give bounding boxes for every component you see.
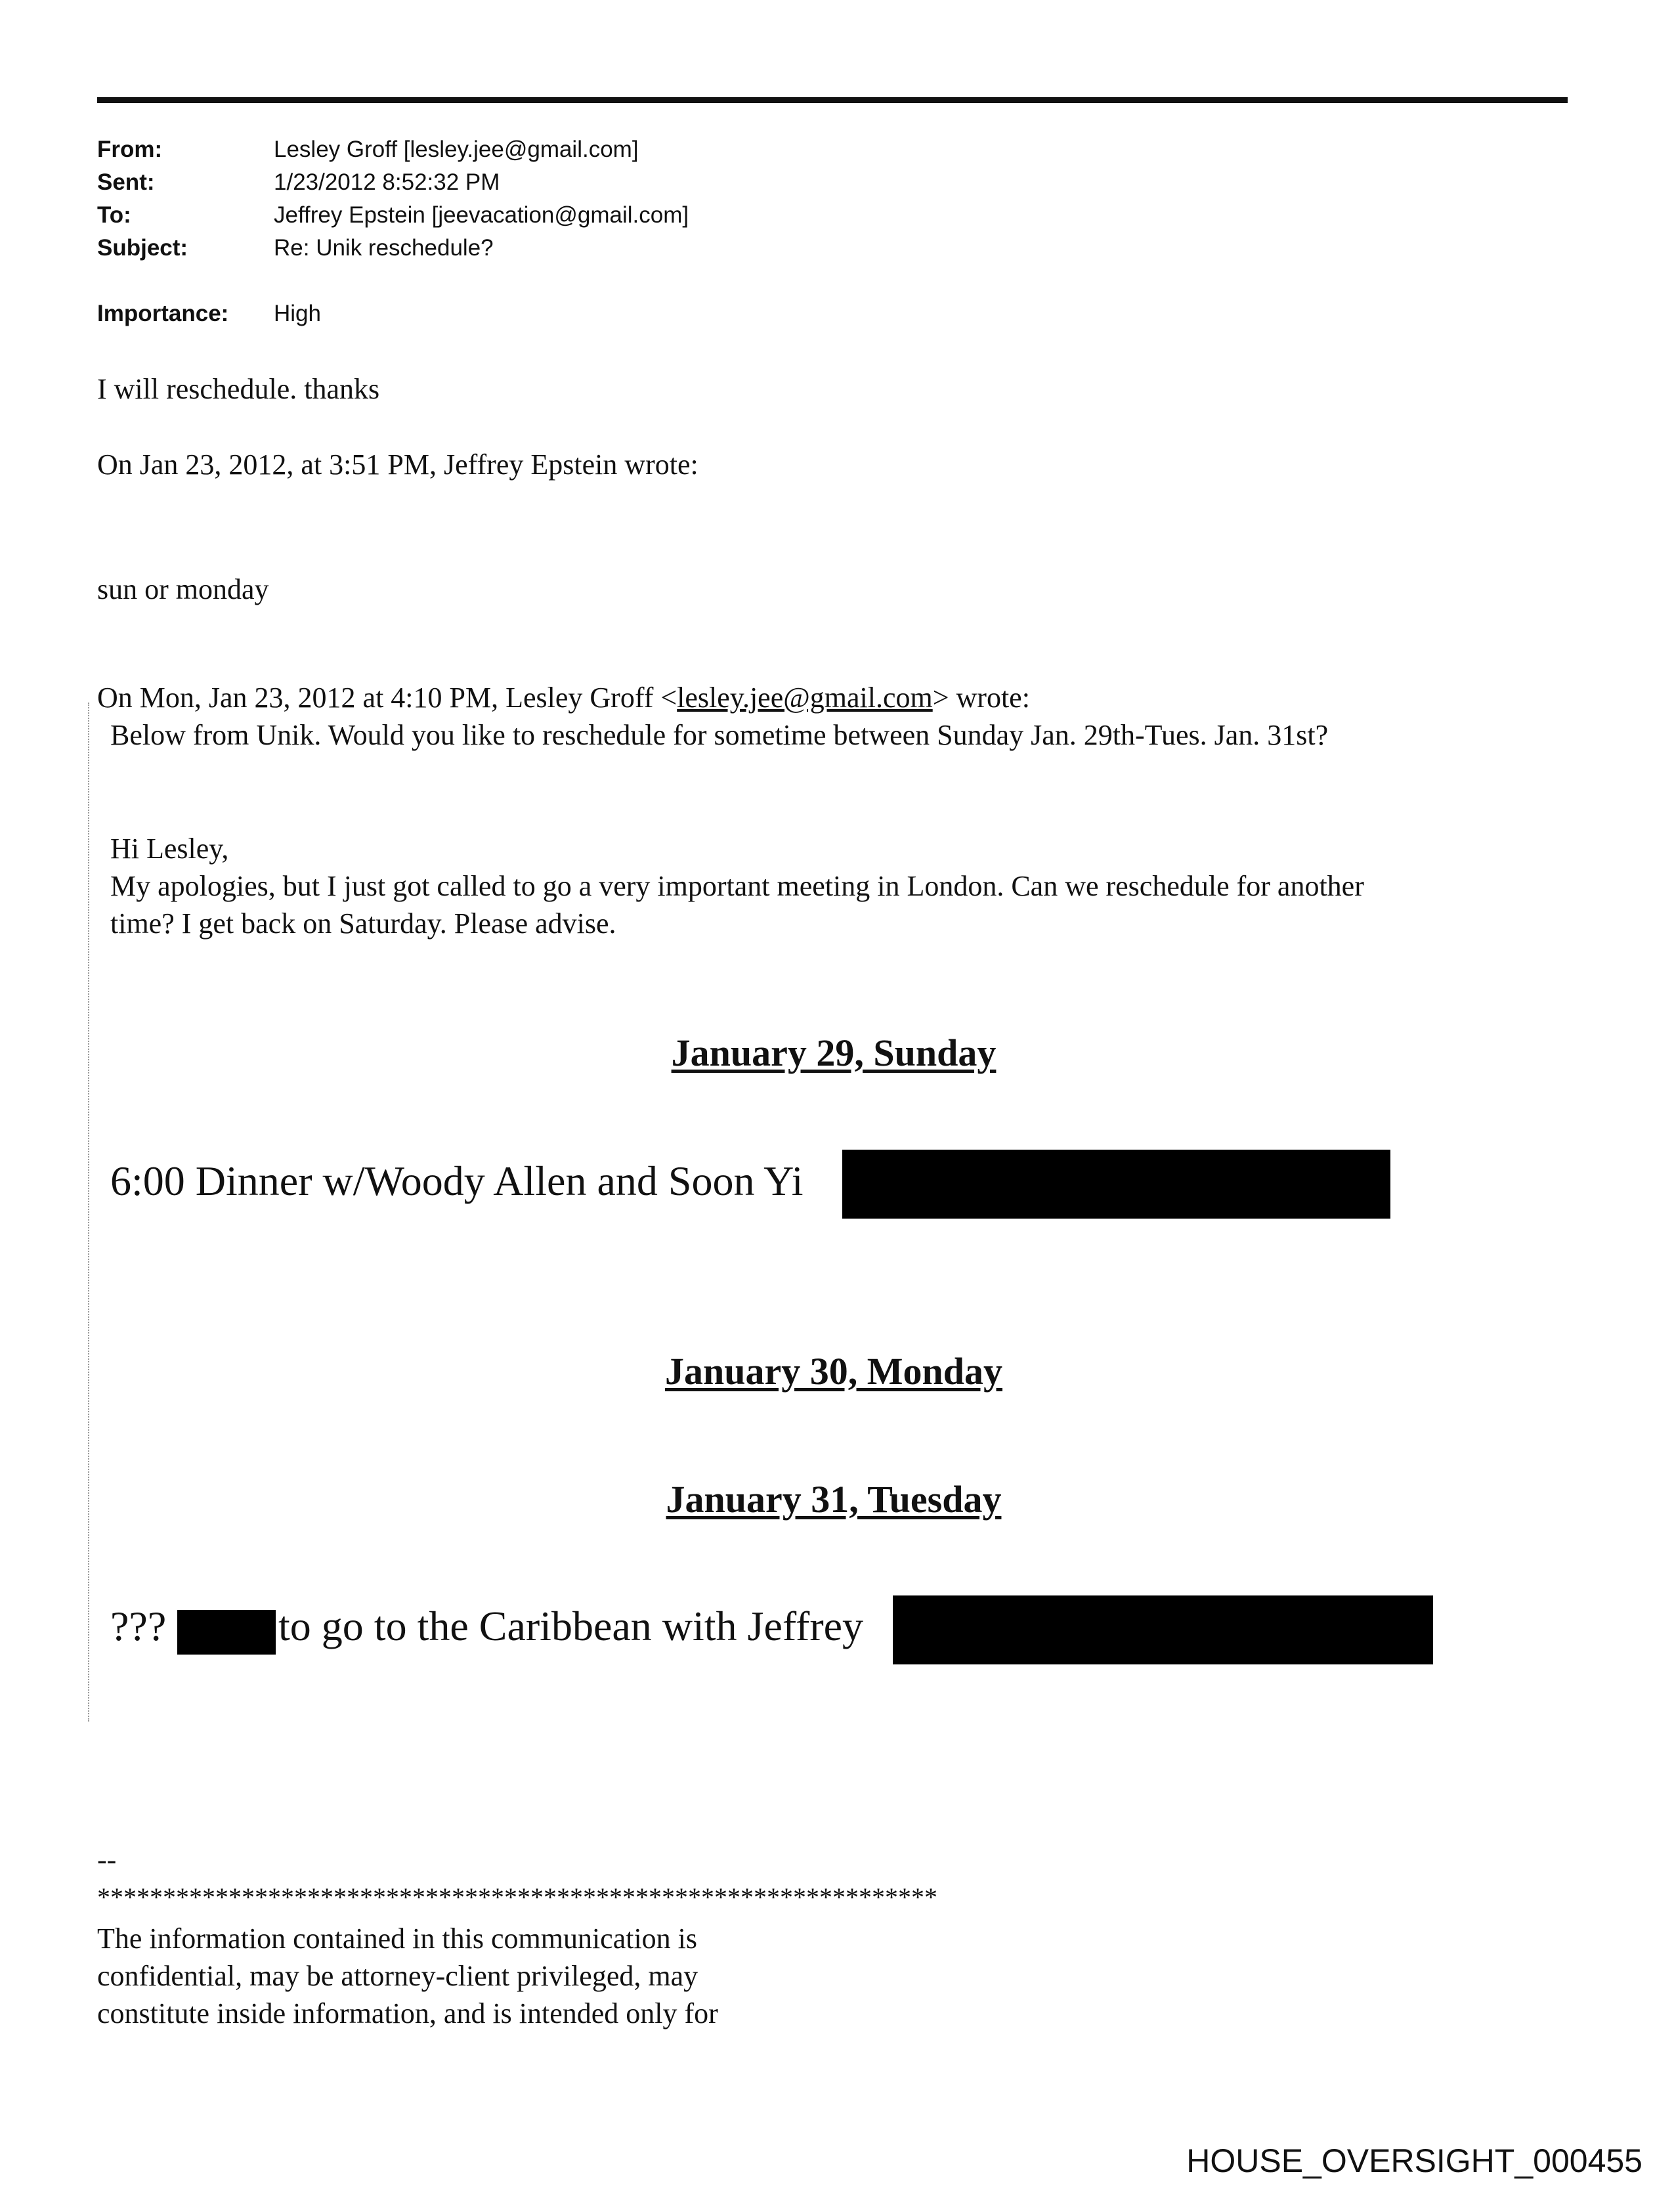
sent-value: 1/23/2012 8:52:32 PM <box>274 169 500 195</box>
quote2-intro <box>97 680 1030 716</box>
to-value: Jeffrey Epstein [jeevacation@gmail.com] <box>274 202 689 228</box>
importance-value: High <box>274 301 321 326</box>
redaction-block <box>893 1595 1433 1664</box>
reply-text: I will reschedule. thanks <box>97 373 380 405</box>
day-heading-jan29: January 29, Sunday <box>671 1031 997 1074</box>
quote2-email-link[interactable]: lesley.jee@gmail.com <box>677 682 933 714</box>
quote1-intro: On Jan 23, 2012, at 3:51 PM, Jeffrey Epstein wrote: <box>97 448 698 481</box>
from-label: From: <box>97 137 163 162</box>
quote2-line1: Below from Unik. Would you like to reschedule for sometime between Sunday Jan. 29th-Tues. Jan. 31st? <box>110 719 1329 751</box>
star-line: **************************************************************** <box>97 1882 937 1912</box>
subject-label: Subject: <box>97 235 188 261</box>
top-rule <box>97 97 1568 103</box>
redaction-block <box>177 1610 276 1655</box>
greeting: Hi Lesley, <box>110 833 229 865</box>
bates-number: HOUSE_OVERSIGHT_000455 <box>1186 2142 1642 2179</box>
redaction-block <box>842 1150 1390 1219</box>
day-heading-jan31: January 31, Tuesday <box>666 1478 1002 1521</box>
confidentiality-line3: constitute inside information, and is intended only for <box>97 1997 718 2029</box>
day-heading-jan30: January 30, Monday <box>664 1350 1002 1393</box>
apology-line2: time? I get back on Saturday. Please advise. <box>110 907 616 940</box>
importance-label: Importance: <box>97 301 229 326</box>
quote2-intro-pre: On Mon, Jan 23, 2012 at 4:10 PM, Lesley Groff < <box>97 682 677 714</box>
schedule-item-prefix: ??? <box>110 1603 167 1649</box>
quote-bar <box>88 703 89 1722</box>
apology-line1: My apologies, but I just got called to go a very important meeting in London. Can we reschedule for another <box>110 870 1364 902</box>
quote1-text: sun or monday <box>97 573 269 605</box>
sent-label: Sent: <box>97 169 155 195</box>
schedule-item-caribbean: to go to the Caribbean with Jeffrey <box>278 1603 864 1649</box>
quote2-intro-post: > wrote: <box>932 682 1030 714</box>
confidentiality-line2: confidential, may be attorney-client privileged, may <box>97 1960 698 1992</box>
schedule-item-dinner: 6:00 Dinner w/Woody Allen and Soon Yi <box>110 1158 804 1204</box>
from-value: Lesley Groff [lesley.jee@gmail.com] <box>274 137 639 162</box>
to-label: To: <box>97 202 131 228</box>
signature-dash: -- <box>97 1844 117 1876</box>
confidentiality-line1: The information contained in this communication is <box>97 1922 698 1955</box>
subject-value: Re: Unik reschedule? <box>274 235 494 261</box>
